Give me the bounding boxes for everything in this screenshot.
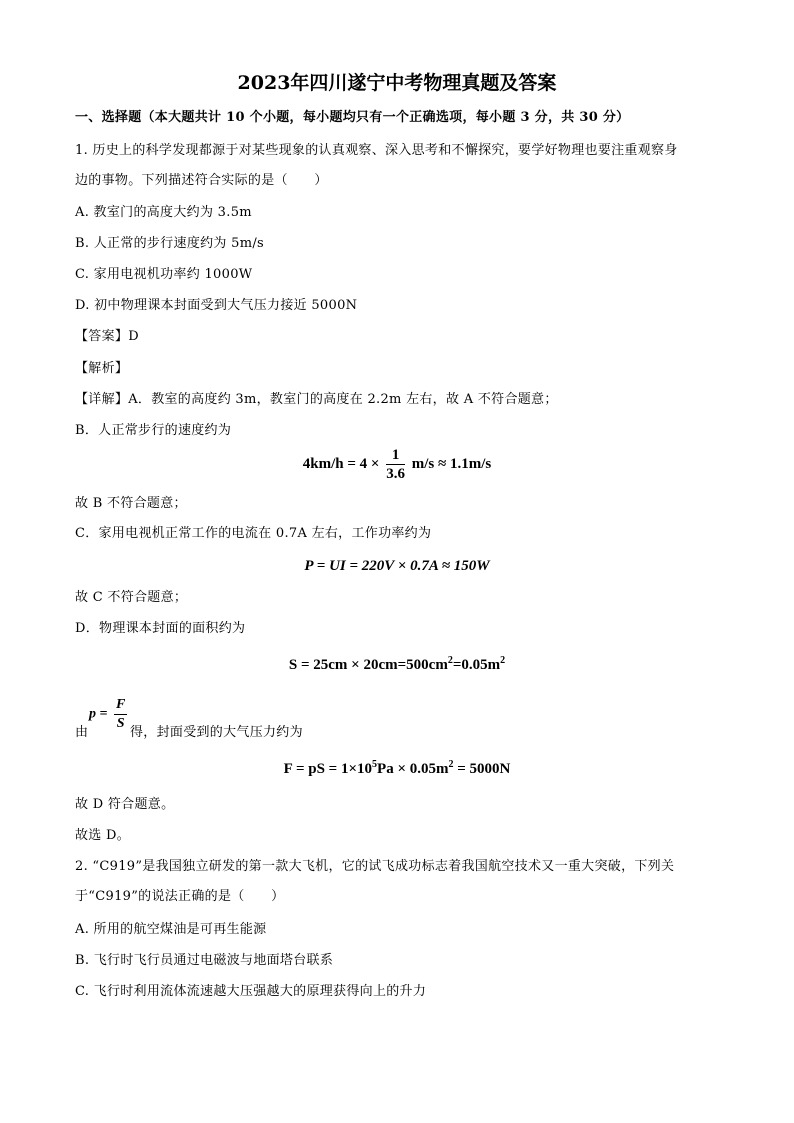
inline-suffix: 得，封面受到的大气压力约为 xyxy=(130,725,303,740)
formula-pressure-force: F = pS = $1\times 10^5Pa \times 0.05m^2 = 5000N$ xyxy=(283,759,511,777)
q1-detail-a: 【详解】A．教室的高度约 3m，教室门的高度在 2.2m 左右，故 A 不符合题意； xyxy=(75,392,558,407)
q1-stem-line1: 1. 历史上的科学发现都源于对某些现象的认真观察、深入思考和不懈探究，要学好物理也要注重观察身 xyxy=(75,143,678,158)
q1-detail-b: B．人正常步行的速度约为 xyxy=(75,423,232,438)
formula-cover-area: $S = 25cm \times 20cm=500cm^2=0.05m^2$ xyxy=(288,655,506,673)
section-heading: 一、选择题（本大题共计 10 个小题，每小题均只有一个正确选项，每小题 3 分，共 30 分） xyxy=(75,110,630,125)
q1-option-b: B. 人正常的步行速度约为 5m/s xyxy=(75,236,264,251)
q1-detail-d: D．物理课本封面的面积约为 xyxy=(75,621,246,636)
q2-stem-line1: 2. “C919”是我国独立研发的第一款大飞机，它的试飞成功标志着我国航空技术又一重大突破，下列关 xyxy=(75,859,675,874)
q1-detail-c: C．家用电视机正常工作的电流在 0.7A 左右，工作功率约为 xyxy=(75,526,432,541)
fraction: $\frac{1}{3.6}$ xyxy=(386,447,405,482)
q1-detail-c-conclusion: 故 C 不符合题意； xyxy=(75,590,188,605)
q1-choose: 故选 D。 xyxy=(75,828,131,843)
q1-answer: 【答案】D xyxy=(75,329,139,344)
q1-analysis-label: 【解析】 xyxy=(75,361,129,376)
q2-option-a: A. 所用的航空煤油是可再生能源 xyxy=(75,922,267,937)
q1-detail-b-conclusion: 故 B 不符合题意； xyxy=(75,496,187,511)
inline-pressure-formula: p = $\frac{F}{S}$ xyxy=(89,697,126,731)
formula-tv-power: P = UI = 220V × 0.7A ≈ 150W xyxy=(304,558,490,574)
inline-prefix: 由 xyxy=(75,725,89,740)
q2-option-c: C. 飞行时利用流体流速越大压强越大的原理获得向上的升力 xyxy=(75,984,427,999)
q2-option-b: B. 飞行时飞行员通过电磁波与地面塔台联系 xyxy=(75,953,334,968)
q1-option-c: C. 家用电视机功率约 1000W xyxy=(75,267,253,282)
formula-walking-speed: 4km/h = 4 × $\frac{1}{3.6}$ m/s ≈ 1.1m/s xyxy=(302,447,492,482)
q1-option-a: A. 教室门的高度大约为 3.5m xyxy=(75,205,252,220)
fraction: $\frac{F}{S}$ xyxy=(115,697,126,731)
page-title: 2023年四川遂宁中考物理真题及答案 xyxy=(237,72,557,94)
q1-stem-line2: 边的事物。下列描述符合实际的是（ ） xyxy=(75,173,328,188)
q1-option-d: D. 初中物理课本封面受到大气压力接近 5000N xyxy=(75,298,358,313)
q2-stem-line2: 于“C919”的说法正确的是（ ） xyxy=(75,889,285,904)
q1-detail-d-conclusion: 故 D 符合题意。 xyxy=(75,797,175,812)
